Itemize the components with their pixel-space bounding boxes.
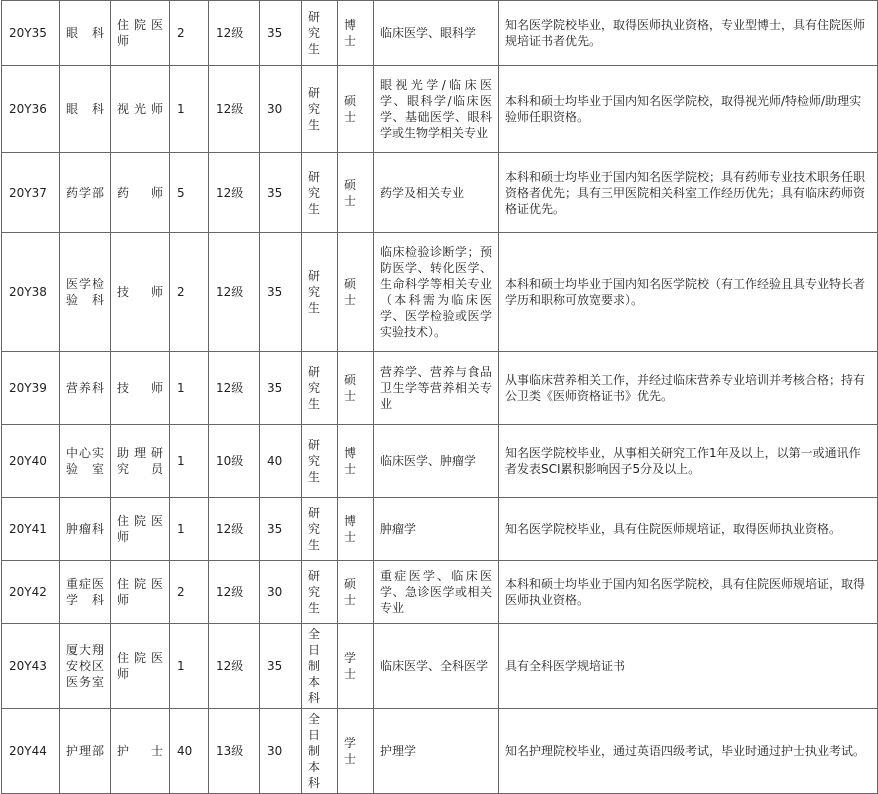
cell-level [209,624,260,709]
cell-education [302,624,338,709]
cell-code-text: 20Y35 [9,26,47,40]
cell-education-text: 研究生 [308,438,321,484]
cell-age-limit-text: 40 [267,454,283,468]
cell-department [60,498,111,561]
cell-major-text: 临床检验诊断学；预防医学、转化医学、生命科学等相关专业（本科需为临床医学、医学检验或医学实验技术）。 [380,245,492,339]
cell-requirement [499,425,878,498]
table-row [2,233,878,352]
table-row [2,153,878,233]
cell-degree [338,66,374,153]
cell-education [302,561,338,624]
cell-age-limit-text: 35 [267,381,283,395]
cell-department-text: 药学部 [66,185,104,200]
cell-count-text: 5 [177,185,185,200]
cell-requirement-text: 知名护理院校毕业，通过英语四级考试，毕业时通过护士执业考试。 [505,744,866,758]
cell-degree-text: 博士 [344,446,357,476]
cell-education [302,66,338,153]
cell-education-text: 研究生 [308,86,321,132]
cell-level [209,561,260,624]
cell-department-text: 护理部 [66,744,104,758]
cell-education [302,1,338,66]
table-row [2,66,878,153]
cell-major-text: 药学及相关专业 [380,185,465,200]
cell-position [111,153,170,233]
cell-count-text: 1 [177,454,185,468]
cell-department-text: 营养科 [66,381,104,395]
cell-code-text: 20Y36 [9,102,47,116]
cell-major [374,66,499,153]
cell-requirement [499,498,878,561]
cell-degree-text: 硕士 [344,577,357,607]
cell-level [209,425,260,498]
cell-level [209,66,260,153]
cell-department [60,561,111,624]
cell-major-text: 临床医学、肿瘤学 [380,454,477,468]
cell-education [302,153,338,233]
cell-position-text: 住院医师 [117,651,163,681]
cell-degree-text: 学士 [344,736,357,766]
cell-department-text: 眼科 [66,102,104,116]
cell-count-text: 2 [177,26,185,40]
cell-major [374,624,499,709]
cell-count-text: 1 [177,102,185,116]
cell-requirement-text: 本科和硕士均毕业于国内知名医学院校，具有住院医师规培证，取得医师执业资格。 [505,577,866,607]
cell-position [111,709,170,794]
cell-code-text: 20Y44 [9,744,47,758]
cell-department [60,153,111,233]
cell-education [302,233,338,352]
cell-level-text: 12级 [216,522,244,536]
cell-position [111,233,170,352]
cell-count [170,498,209,561]
cell-level [209,153,260,233]
cell-position [111,498,170,561]
cell-requirement [499,66,878,153]
cell-requirement-text: 具有全科医学规培证书 [505,659,626,673]
cell-degree [338,425,374,498]
cell-major-text: 营养学、营养与食品卫生学等营养相关专业 [380,365,492,411]
cell-code [2,425,60,498]
cell-level-text: 12级 [216,381,244,395]
cell-department [60,352,111,425]
cell-age-limit-text: 35 [267,185,283,200]
cell-position-text: 技师 [117,381,163,395]
cell-major-text: 肿瘤学 [380,522,417,536]
cell-code [2,709,60,794]
cell-department [60,709,111,794]
cell-requirement-text: 知名医学院校毕业，从事相关研究工作1年及以上，以第一或通讯作者发表SCI累积影响因子5分及以上。 [505,446,861,476]
cell-department-text: 中心实验室 [66,446,104,476]
cell-level-text: 12级 [216,102,244,116]
cell-code-text: 20Y39 [9,381,47,395]
cell-degree-text: 博士 [344,18,357,48]
cell-position-text: 住院医师 [117,18,163,48]
cell-code [2,66,60,153]
cell-major [374,1,499,66]
cell-education-text: 全日制本科 [308,712,321,790]
cell-count [170,352,209,425]
cell-position-text: 药师 [117,185,163,200]
cell-major-text: 临床医学、眼科学 [380,26,477,40]
cell-major [374,709,499,794]
cell-age-limit [260,561,302,624]
cell-requirement [499,233,878,352]
cell-count [170,153,209,233]
cell-age-limit-text: 30 [267,102,283,116]
cell-requirement-text: 知名医学院校毕业，具有住院医师规培证，取得医师执业资格。 [505,522,842,536]
cell-requirement-text: 本科和硕士均毕业于国内知名医学院校；具有药师专业技术职务任职资格者优先；具有三甲医院相关科室工作经历优先；具有临床药师资格证优先。 [505,169,866,216]
table-row [2,624,878,709]
cell-level [209,709,260,794]
cell-level [209,498,260,561]
cell-position [111,1,170,66]
cell-department [60,425,111,498]
cell-age-limit [260,709,302,794]
table-row [2,498,878,561]
cell-code [2,561,60,624]
cell-level-text: 12级 [216,585,244,599]
cell-degree [338,233,374,352]
cell-level-text: 12级 [216,659,244,673]
cell-level-text: 13级 [216,744,244,758]
cell-degree [338,1,374,66]
cell-education-text: 研究生 [308,365,321,411]
cell-requirement [499,153,878,233]
cell-department [60,1,111,66]
cell-degree-text: 硕士 [344,177,357,208]
table-row [2,1,878,66]
cell-position-text: 护士 [117,744,163,758]
cell-department [60,233,111,352]
cell-degree [338,153,374,233]
cell-major [374,561,499,624]
cell-code [2,1,60,66]
cell-count [170,1,209,66]
cell-age-limit [260,66,302,153]
cell-age-limit [260,498,302,561]
cell-count-text: 2 [177,585,185,599]
cell-position [111,352,170,425]
cell-education-text: 研究生 [308,569,321,615]
cell-education-text: 研究生 [308,10,321,56]
cell-degree [338,561,374,624]
cell-position-text: 技师 [117,285,163,299]
cell-age-limit-text: 35 [267,285,283,299]
cell-code-text: 20Y43 [9,659,47,673]
cell-position [111,425,170,498]
cell-level [209,352,260,425]
cell-age-limit [260,153,302,233]
cell-count [170,624,209,709]
cell-department-text: 眼科 [66,26,104,40]
cell-code [2,624,60,709]
table-row [2,425,878,498]
cell-education-text: 全日制本科 [308,627,321,705]
cell-position-text: 住院医师 [117,514,163,544]
cell-count-text: 1 [177,659,185,673]
cell-level-text: 12级 [216,285,244,299]
cell-position-text: 住院医师 [117,577,163,607]
cell-requirement-text: 本科和硕士均毕业于国内知名医学院校（有工作经验且具专业特长者学历和职称可放宽要求）。 [505,277,866,307]
cell-major-text: 重症医学、临床医学、急诊医学或相关专业 [380,569,492,615]
cell-department-text: 重症医学科 [66,577,104,607]
cell-age-limit-text: 35 [267,26,283,40]
cell-position-text: 助理研究员 [117,446,163,476]
cell-position-text: 视光师 [117,102,163,116]
cell-code-text: 20Y42 [9,585,47,599]
table-row [2,352,878,425]
cell-age-limit [260,1,302,66]
cell-education-text: 研究生 [308,169,321,216]
cell-major [374,233,499,352]
cell-major-text: 临床医学、全科医学 [380,659,489,673]
cell-education [302,498,338,561]
table-row [2,709,878,794]
cell-code [2,498,60,561]
cell-count-text: 40 [177,744,193,758]
cell-major-text: 眼视光学/临床医学、眼科学/临床医学、基础医学、眼科学或生物学相关专业 [380,78,492,140]
cell-age-limit [260,352,302,425]
cell-age-limit [260,624,302,709]
cell-count [170,66,209,153]
cell-code [2,233,60,352]
recruitment-table [1,0,878,794]
cell-requirement [499,352,878,425]
cell-position [111,66,170,153]
cell-requirement-text: 知名医学院校毕业，取得医师执业资格，专业型博士，具有住院医师规培证书者优先。 [505,18,866,48]
cell-count [170,233,209,352]
cell-degree-text: 博士 [344,514,357,544]
cell-count [170,709,209,794]
cell-education [302,425,338,498]
cell-degree-text: 硕士 [344,373,357,403]
cell-level-text: 10级 [216,454,244,468]
cell-count-text: 1 [177,381,185,395]
cell-degree-text: 硕士 [344,277,357,307]
cell-level [209,1,260,66]
cell-degree [338,624,374,709]
cell-count-text: 1 [177,522,185,536]
cell-department [60,66,111,153]
cell-age-limit [260,425,302,498]
cell-degree-text: 学士 [344,651,357,681]
cell-age-limit-text: 30 [267,585,283,599]
cell-age-limit-text: 35 [267,522,283,536]
cell-position [111,624,170,709]
cell-requirement-text: 本科和硕士均毕业于国内知名医学院校，取得视光师/特检师/助理实验师任职资格。 [505,94,862,124]
cell-requirement-text: 从事临床营养相关工作，并经过临床营养专业培训并考核合格；持有公卫类《医师资格证书》优先。 [505,373,866,403]
cell-department-text: 厦大翔安校区医务室 [66,643,104,689]
cell-requirement [499,709,878,794]
cell-level [209,233,260,352]
cell-degree [338,498,374,561]
cell-degree [338,352,374,425]
cell-level-text: 12级 [216,26,244,40]
cell-degree [338,709,374,794]
cell-education-text: 研究生 [308,506,321,552]
cell-requirement [499,624,878,709]
cell-department-text: 医学检验科 [66,277,104,307]
cell-count [170,561,209,624]
cell-code-text: 20Y41 [9,522,47,536]
cell-education [302,352,338,425]
cell-code-text: 20Y38 [9,285,47,299]
cell-age-limit-text: 35 [267,659,283,673]
table-body [2,1,878,794]
cell-requirement [499,1,878,66]
cell-department-text: 肿瘤科 [66,522,104,536]
cell-department [60,624,111,709]
cell-major [374,498,499,561]
cell-major [374,425,499,498]
cell-major [374,153,499,233]
cell-count [170,425,209,498]
cell-code-text: 20Y40 [9,454,47,468]
cell-major-text: 护理学 [380,744,417,758]
cell-age-limit-text: 30 [267,744,283,758]
cell-education-text: 研究生 [308,269,321,315]
cell-requirement [499,561,878,624]
cell-level-text: 12级 [216,185,244,200]
cell-code-text: 20Y37 [9,185,47,200]
cell-degree-text: 硕士 [344,94,357,124]
cell-count-text: 2 [177,285,185,299]
cell-major [374,352,499,425]
cell-age-limit [260,233,302,352]
cell-code [2,352,60,425]
table-row [2,561,878,624]
cell-position [111,561,170,624]
cell-code [2,153,60,233]
cell-education [302,709,338,794]
